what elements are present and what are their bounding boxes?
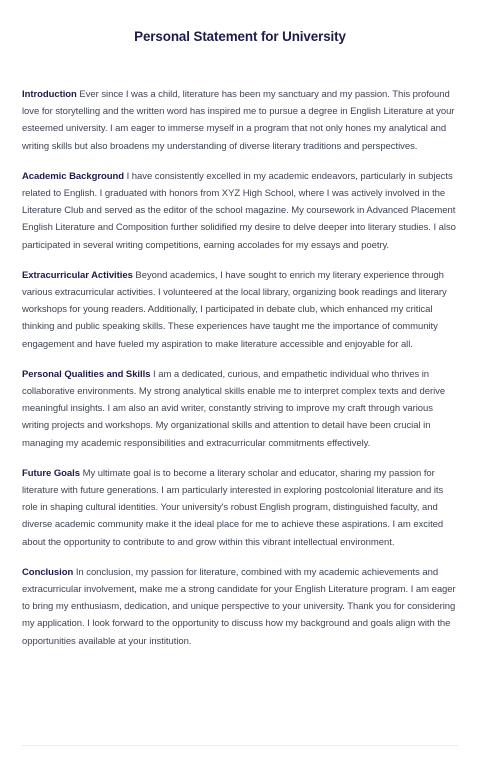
section-text-conclusion: In conclusion, my passion for literature, combined with my academic achievements and extracurricular involvement, make me a strong candidate for your English Literature program. I am eager to bring my enthusiasm, dedication, and unique perspective to your university. Thank you for considering my application. I look forward to the opportunity to discuss how my background and goals align with the opportunities available at your institution. (22, 566, 456, 647)
section-introduction (22, 86, 458, 155)
footer-divider (22, 745, 458, 746)
section-conclusion (22, 564, 458, 650)
section-heading-introduction: Introduction (22, 89, 77, 100)
section-text-personal-qualities: I am a dedicated, curious, and empathetic individual who thrives in collaborative environments. My strong analytical skills enable me to interpret complex texts and derive meaningful insights. I am also an avid writer, constantly striving to improve my craft through various writing projects and workshops. My organizational skills and attention to detail have been crucial in managing my academic responsibilities and extracurricular commitments effectively. (22, 368, 446, 449)
section-text-academic-background: I have consistently excelled in my academic endeavors, particularly in subjects related to English. I graduated with honors from XYZ High School, where I was actively involved in the Literature Club and served as the editor of the school magazine. My coursework in Advanced Placement English Literature and Composition further solidified my desire to delve deeper into literary studies. I also participated in several writing competitions, earning accolades for my essays and poetry. (22, 170, 456, 251)
section-text-introduction: Ever since I was a child, literature has been my sanctuary and my passion. This profound love for storytelling and the written word has inspired me to pursue a degree in English Literature at your esteemed university. I am eager to immerse myself in a program that not only hones my analytical and writing skills but also broadens my understanding of diverse literary traditions and perspectives. (22, 89, 455, 152)
section-heading-academic-background: Academic Background (22, 170, 124, 182)
section-heading-future-goals: Future Goals (22, 467, 80, 479)
section-future-goals (22, 465, 458, 551)
section-heading-extracurricular-activities: Extracurricular Activities (22, 269, 133, 281)
section-academic-background (22, 168, 458, 254)
page-title: Personal Statement for University (134, 29, 346, 44)
section-heading-personal-qualities: Personal Qualities and Skills (22, 368, 151, 380)
section-personal-qualities (22, 366, 458, 452)
section-text-extracurricular-activities: Beyond academics, I have sought to enrich my literary experience through various extracurricular activities. I volunteered at the local library, organizing book readings and literary workshops for young readers. Additionally, I participated in debate club, which enhanced my critical thinking and public speaking skills. These experiences have taught me the importance of community engagement and have fueled my aspiration to make literature accessible and enjoyable for all. (22, 269, 447, 350)
section-extracurricular-activities (22, 267, 458, 353)
section-heading-conclusion: Conclusion (22, 566, 74, 578)
section-text-future-goals: My ultimate goal is to become a literary scholar and educator, sharing my passion for literature with future generations. I am particularly interested in exploring postcolonial literature and its role in shaping cultural identities. Your university's robust English program, distinguished faculty, and diverse academic community make it the ideal place for me to achieve these aspirations. I am excited about the opportunity to contribute to and grow within this vibrant intellectual environment. (22, 467, 444, 548)
